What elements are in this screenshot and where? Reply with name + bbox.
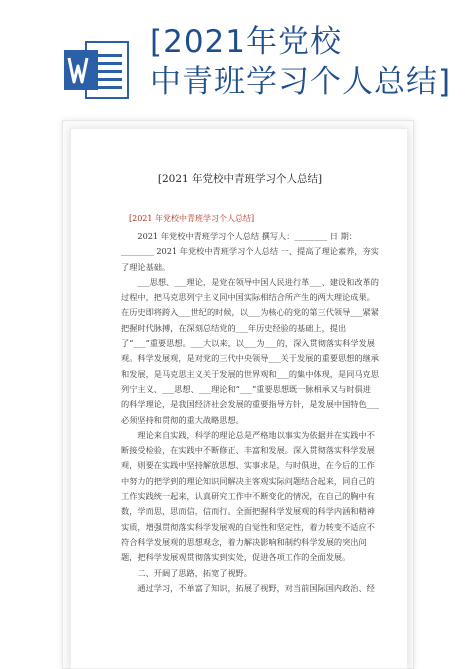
document-heading: [2021 年党校中青班学习个人总结] <box>157 173 323 185</box>
paragraph: 通过学习，不单富了知识，拓展了视野，对当前国际国内政治、经 <box>137 582 375 593</box>
page-title <box>150 22 470 102</box>
paragraph: 理论来自实践，科学的理论总是严格地以事实为依据并在实践中不断接受检验，在实践中不断修正、丰富和发展。深入贯彻落实科学发展观，则要在实践中坚持解放思想、实事求是，与时俱进，在今后的工作中努力的把学到的理论知识同解决主客观实际问题结合起来，同自己的工作实践统一起来，认真研究工作中不断变化的情况，在自己的胸中有数，学而思，思而信，信而行。全面把握科学发展观的科学内涵和精神实质，增强贯彻落实科学发展观的自觉性和坚定性，着力转变不适应不符合科学发展观的思想观念，着力解决影响和制约科学发展的突出问题，把科学发展观贯彻落实到实处，促进各项工作的全面发展。 <box>121 429 375 563</box>
paragraph: 2021 年党校中青班学习个人总结 撰写人：________ 日 期： <box>137 231 357 241</box>
title-line-2: 中青班学习个人总结] <box>150 64 452 100</box>
word-document-icon <box>64 40 130 100</box>
section-heading: 二、开阔了思路，拓宽了视野。 <box>137 567 253 578</box>
document-body <box>121 229 379 596</box>
document-subheading: [2021 年党校中青班学习个人总结] <box>129 214 255 223</box>
title-line-1: [2021年党校 <box>150 24 342 60</box>
document-page <box>70 128 408 669</box>
page-header <box>0 0 474 118</box>
paragraph: ___思想、___理论，是党在领导中国人民进行革___、建设和改革的过程中，把马克思列宁主义同中国实际相结合所产生的两大理论成果。在历史即将跨入___世纪的时候，以___为核心的党的第三代领导___紧紧把握时代脉搏，在深刻总结党的___年历史经验的基础上，提出了“___”重要思想。___大以来，以___为___的，深入贯彻落实科学发展观。科学发展观，是对党的三代中央领导___关于发展的重要思想的继承和发展，是马克思主义关于发展的世界观和___的集中体现，是同马克思列宁主义、___思想、___理论和“___”重要思想既一脉相承又与时俱进的科学理论，是我国经济社会发展的重要指导方针，是发展中国特色___必须坚持和贯彻的重大战略思想。 <box>121 276 379 425</box>
paragraph: ________ 2021 年党校中青班学习个人总结 一、提高了理论素养，夯实了理论基础。 <box>121 246 379 272</box>
